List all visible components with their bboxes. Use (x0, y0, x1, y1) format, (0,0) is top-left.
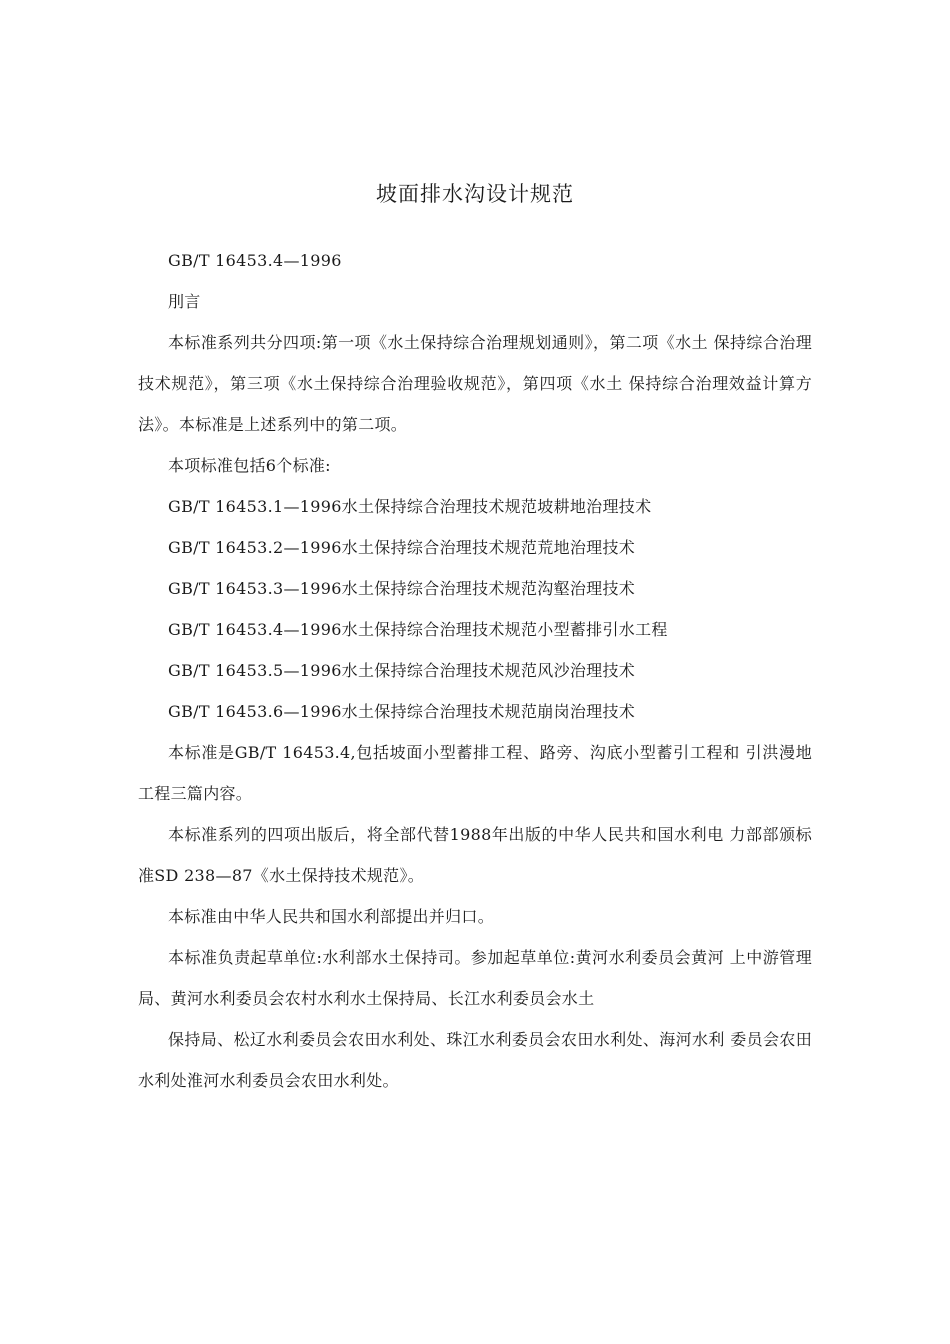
paragraph-drafter: 本标准负责起草单位:水利部水土保持司。参加起草单位:黄河水利委员会黄河 上中游管理局、黄河水利委员会农村水利水土保持局、长江水利委员会水土 (138, 948, 812, 1008)
preface-heading: 刖言 (168, 292, 201, 311)
paragraph-series: 本标准系列共分四项:第一项《水土保持综合治理规划通则》，第二项《水土 保持综合治理 技术规范》，第三项《水土保持综合治理验收规范》，第四项《水土 保持综合治理效益计算方法》。本标准是上述系列中的第二项。 (138, 333, 812, 434)
paragraph-items-intro: 本项标准包括6个标准: (168, 456, 331, 475)
standards-list-item: GB/T 16453.6—1996水土保持综合治理技术规范崩岗治理技术 (168, 702, 636, 721)
standard-number: GB/T 16453.4—1996 (168, 251, 342, 270)
paragraph-scope: 本标准是GB/T 16453.4,包括坡面小型蓄排工程、路旁、沟底小型蓄引工程和 引洪漫地工程三篇内容。 (138, 743, 812, 803)
standards-list-item: GB/T 16453.1—1996水土保持综合治理技术规范坡耕地治理技术 (168, 497, 652, 516)
standards-list-item: GB/T 16453.5—1996水土保持综合治理技术规范风沙治理技术 (168, 661, 636, 680)
paragraph-replace: 本标准系列的四项出版后，将全部代替1988年出版的中华人民共和国水利电 力部部颁标准SD 238—87《水土保持技术规范》。 (138, 825, 812, 885)
paragraph-drafter-continued: 保持局、松辽水利委员会农田水利处、珠江水利委员会农田水利处、海河水利 委员会农田水利处淮河水利委员会农田水利处。 (138, 1030, 812, 1090)
document-body (138, 240, 812, 1101)
document-title: 坡面排水沟设计规范 (376, 182, 574, 206)
paragraph-proposed: 本标准由中华人民共和国水利部提出并归口。 (168, 907, 495, 926)
standards-list-item: GB/T 16453.2—1996水土保持综合治理技术规范荒地治理技术 (168, 538, 636, 557)
standards-list-item: GB/T 16453.3—1996水土保持综合治理技术规范沟壑治理技术 (168, 579, 636, 598)
standards-list-item: GB/T 16453.4—1996水土保持综合治理技术规范小型蓄排引水工程 (168, 620, 668, 639)
